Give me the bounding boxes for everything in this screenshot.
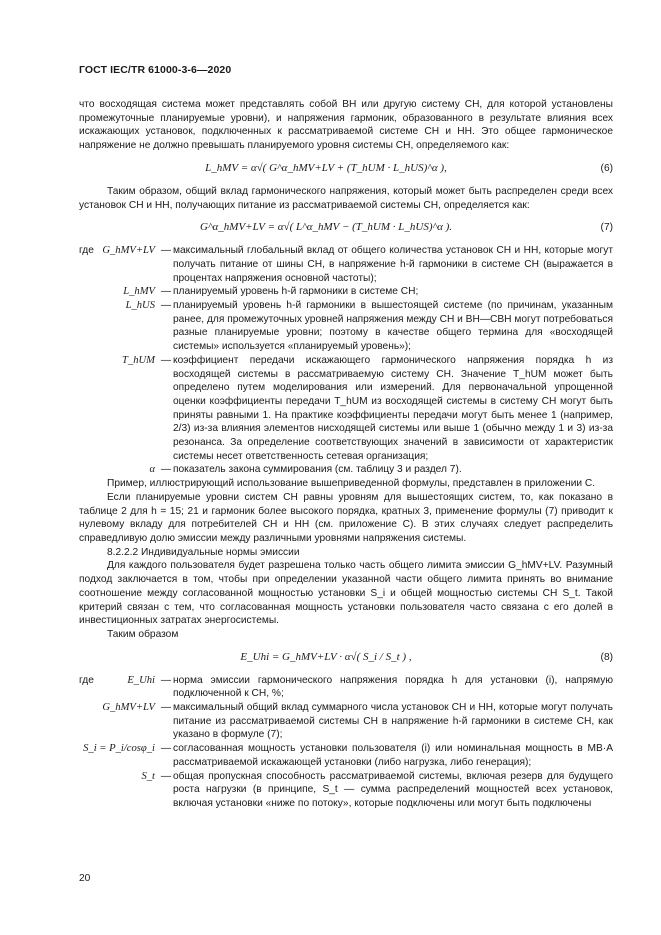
definition-row xyxy=(79,674,613,701)
definition-text: показатель закона суммирования (см. таблицу 3 и раздел 7). xyxy=(173,464,462,476)
definition-text: общая пропускная способность рассматриваемой системы, включая резерв для будущего роста нагрузки (в принципе, S_t — сумма распределений мощностей всех установок, включая установки «ниже по потоку», которые подключены или могут быть подключены xyxy=(173,770,613,809)
formula-7-number: (7) xyxy=(600,222,613,234)
paragraph-2: Таким образом, общий вклад гармонического напряжения, который может быть распределен среди всех установок СН и НН, получающих питание из рассматриваемой системы СН, определяется как: xyxy=(79,185,613,211)
definition-text: согласованная мощность установки пользователя (i) или номинальная мощность в МВ·А рассматриваемой искажающей установки (либо нагрузка, либо генерация); xyxy=(173,743,613,768)
section-heading: 8.2.2.2 Индивидуальные нормы эмиссии xyxy=(107,546,300,558)
symbol-text: S_i = P_i/cosφ_i xyxy=(83,743,155,755)
symbol-text: S_t xyxy=(141,770,155,782)
definition-row xyxy=(79,742,613,769)
paragraph-1: что восходящая система может представлять собой ВН или другую систему СН, для которой установлены промежуточные планируемые уровни), и напряжения гармоник, образованного в результате влияния всех искажающих установок, подключенных к рассматриваемой системе СН и НН. Это общее гармоническое напряжение не должно превышать планируемого уровня системы СН, определяемого как: xyxy=(79,99,613,152)
formula-8 xyxy=(79,647,613,669)
standard-header: ГОСТ IEC/TR 61000-3-6—2020 xyxy=(79,64,232,76)
definition-row xyxy=(79,770,613,811)
definition-row xyxy=(79,463,613,477)
paragraph-3: Пример, иллюстрирующий использование вышеприведенной формулы, представлен в приложении С. xyxy=(107,478,596,490)
definition-symbol xyxy=(79,299,159,313)
definition-row xyxy=(79,244,613,285)
definition-text: норма эмиссии гармонического напряжения порядка h для установки (i), напрямую подключенной к СН, %; xyxy=(173,674,613,700)
symbol-text: E_Uhi xyxy=(127,674,155,686)
symbol-text: G_hMV+LV xyxy=(102,702,155,714)
definition-symbol xyxy=(79,463,159,477)
formula-6 xyxy=(79,158,613,180)
symbol-text: T_hUM xyxy=(122,354,155,366)
definition-dash: — xyxy=(160,702,172,714)
symbol-text: α xyxy=(149,464,155,476)
formula-6-expression: L_hMV = α√( G^α_hMV+LV + (T_hUM · L_hUS)^α ), xyxy=(205,161,447,174)
definition-row xyxy=(79,701,613,742)
formula-7 xyxy=(79,217,613,239)
definition-symbol xyxy=(79,285,159,299)
definition-symbol xyxy=(79,354,159,368)
paragraph-4: Если планируемые уровни систем СН равны уровням для вышестоящих систем, то, как показано в таблице 2 для h = 15; 21 и гармоник более высокого порядка, кратных 3, применение формулы (7) приводит к нулевому вкладу для потребителей СН и НН (см. приложение С). В этих случаях следует распределить справедливую долю эмиссии между различными уровнями напряжения системы. xyxy=(79,491,613,544)
symbol-text: L_hMV xyxy=(123,286,155,298)
definition-row xyxy=(79,354,613,464)
definition-symbol xyxy=(79,770,159,784)
definition-text: коэффициент передачи искажающего гармонического напряжения порядка h из восходящей системы в рассматриваемую систему СН. Значение T_hUM может быть определено путем моделирования или измерений. Для первоначальной упрощенной оценки коэффициенты передачи T_hUM из восходящей системы в систему СН могут быть приняты равными 1. На практике коэффициенты передачи могут быть менее 1 (например, 2/3) из-за влияния элементов нисходящей системы или выше 1 (обычно между 1 и 3) из-за резонанса. За определение соответствующих значений в зависимости от характеристик системы несет ответственность сетевая организация; xyxy=(173,354,613,462)
definition-dash: — xyxy=(160,770,172,782)
definition-intro-label: где xyxy=(79,245,94,257)
definition-symbol xyxy=(79,701,159,715)
page-number: 20 xyxy=(79,873,91,884)
definition-dash: — xyxy=(160,743,172,755)
definition-dash: — xyxy=(160,286,172,298)
definition-row xyxy=(79,285,613,299)
definition-symbol xyxy=(79,244,159,258)
definition-text: планируемый уровень h-й гармоники в вышестоящей системе (по причинам, указанным ранее, для промежуточных уровней напряжения между СН и ВН—СВН могут потребоваться разные планируемые уровни; поэтому в качестве общего термина для «восходящей системы» используется «планируемый уровень»); xyxy=(173,300,613,353)
definition-dash: — xyxy=(160,300,172,312)
definition-text: максимальный глобальный вклад от общего количества установок СН и НН, которые могут получать питание от шины СН, в напряжение h-й гармоники в системе СН (выражается в процентах напряжения основной частоты); xyxy=(173,245,613,284)
formula-7-expression: G^α_hMV+LV = α√( L^α_hMV − (T_hUM · L_hUS)^α ). xyxy=(199,221,453,234)
symbol-text: G_hMV+LV xyxy=(102,245,155,257)
definition-symbol xyxy=(79,674,159,688)
definitions-list-1 xyxy=(79,244,613,477)
definition-symbol xyxy=(79,742,159,756)
definition-row xyxy=(79,299,613,354)
definition-dash: — xyxy=(160,464,172,476)
definitions-list-2 xyxy=(79,674,613,811)
definition-intro-label: где xyxy=(79,674,94,686)
definition-dash: — xyxy=(160,354,172,366)
definition-dash: — xyxy=(160,674,172,686)
definition-dash: — xyxy=(160,245,172,257)
definition-text: максимальный общий вклад суммарного числа установок СН и НН, которые могут получать питание из рассматриваемой системы СН в напряжение h-й гармоники в системе СН, как указано в формуле (7); xyxy=(173,702,613,741)
formula-8-number: (8) xyxy=(600,651,613,663)
page-body xyxy=(79,98,613,811)
formula-6-number: (6) xyxy=(600,162,613,174)
symbol-text: L_hUS xyxy=(125,300,155,312)
formula-8-expression: E_Uhi = G_hMV+LV · α√( S_i / S_t ) , xyxy=(240,650,412,663)
paragraph-5: Для каждого пользователя будет разрешена только часть общего лимита эмиссии G_hMV+LV. Разумный подход заключается в том, чтобы при определении указанной части общего лимита принять во внимание соотношение между согласованной мощностью установки S_i и общей мощностью системы СН S_t. Такой критерий связан с тем, что согласованная мощность установки пользователя часто связана с его долей в инвестиционных затратах энергосистемы. xyxy=(79,560,613,627)
definition-text: планируемый уровень h-й гармоники в системе СН; xyxy=(173,286,419,298)
paragraph-6: Таким образом xyxy=(107,628,179,640)
